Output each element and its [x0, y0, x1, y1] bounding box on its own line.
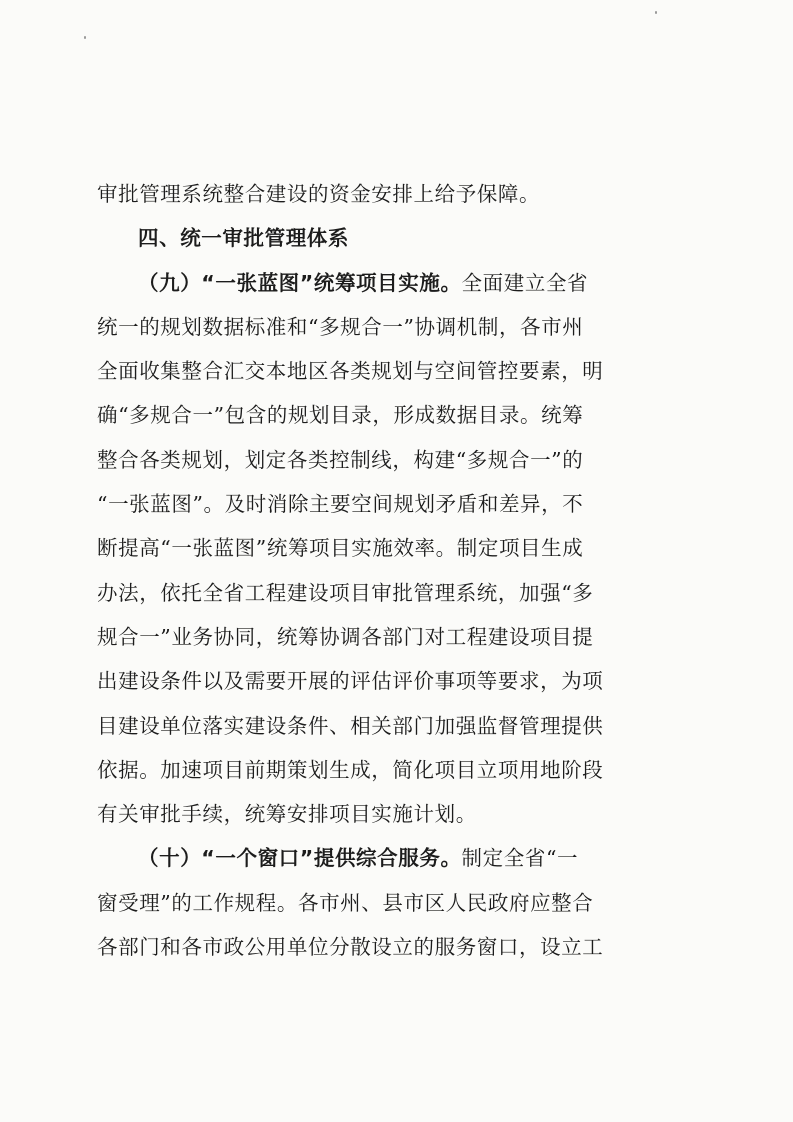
paragraph-line: 断提高“一张蓝图”统筹项目实施效率。制定项目生成	[97, 536, 584, 561]
paragraph-line: 统一的规划数据标准和“多规合一”协调机制，各市州	[97, 314, 584, 339]
subsection-title: （九）“一张蓝图”统筹项目实施。	[138, 270, 462, 295]
paragraph-line: 规合一”业务协同，统筹协调各部门对工程建设项目提	[97, 624, 594, 649]
paragraph-text: 全面建立全省	[461, 270, 589, 295]
scan-speck	[655, 11, 657, 14]
paragraph-line: 有关审批手续，统筹安排项目实施计划。	[97, 802, 477, 827]
paragraph-line: 出建设条件以及需要开展的评估评价事项等要求，为项	[97, 669, 604, 694]
paragraph-line: “一张蓝图”。及时消除主要空间规划矛盾和差异，不	[97, 492, 584, 517]
paragraph-text: 制定全省“一	[461, 846, 579, 871]
document-body	[97, 172, 657, 969]
paragraph-line: 审批管理系统整合建设的资金安排上给予保障。	[97, 182, 541, 206]
paragraph-line: 各部门和各市政公用单位分散设立的服务窗口，设立工	[97, 935, 604, 960]
paragraph-line	[97, 836, 657, 880]
paragraph-line: 办法，依托全省工程建设项目审批管理系统，加强“多	[97, 580, 594, 605]
paragraph-line: 目建设单位落实建设条件、相关部门加强监督管理提供	[97, 713, 604, 738]
subsection-title: （十）“一个窗口”提供综合服务。	[138, 846, 462, 871]
scan-speck	[84, 36, 86, 39]
paragraph-line: 依据。加速项目前期策划生成，简化项目立项用地阶段	[97, 757, 604, 782]
paragraph-line: 窗受理”的工作规程。各市州、县市区人民政府应整合	[97, 890, 594, 915]
paragraph-line: 确“多规合一”包含的规划目录，形成数据目录。统筹	[97, 403, 584, 428]
section-heading: 四、统一审批管理体系	[138, 226, 349, 251]
paragraph-line: 整合各类规划，划定各类控制线，构建“多规合一”的	[97, 447, 584, 472]
paragraph-line	[97, 261, 657, 305]
paragraph-line: 全面收集整合汇交本地区各类规划与空间管控要素，明	[97, 359, 604, 384]
